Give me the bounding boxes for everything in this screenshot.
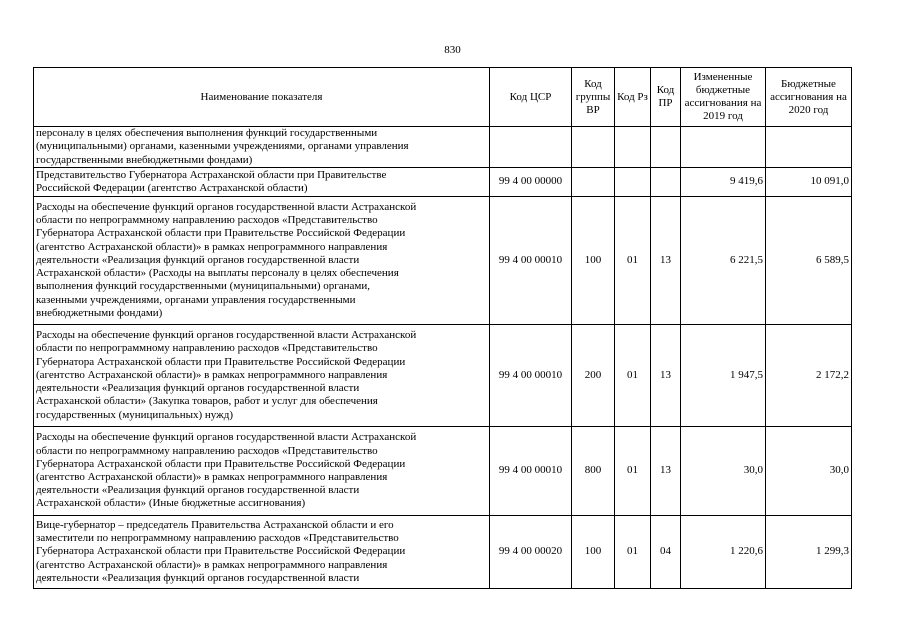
cell-pr [651, 168, 681, 197]
cell-pr: 13 [651, 325, 681, 427]
cell-name: Расходы на обеспечение функций органов государственной власти Астраханской области по непрограммному направлению расходов «Представительство Губернатора Астраханской области при Правительстве Российской Федерации (агентство Астраханской области)» в рамках непрограммного направления деятельности «Реализация функций органов государственной власти Астраханской области» (Закупка товаров, работ и услуг для обеспечения государственных (муниципальных) нужд) [34, 325, 490, 427]
cell-2020: 2 172,2 [766, 325, 852, 427]
cell-2019: 1 947,5 [681, 325, 766, 427]
cell-vr [572, 168, 615, 197]
cell-2019: 6 221,5 [681, 197, 766, 325]
header-2019: Измененные бюджетные ассигнования на 2019 год [681, 68, 766, 127]
cell-pr [651, 127, 681, 168]
header-csr: Код ЦСР [490, 68, 572, 127]
header-2020: Бюджетные ассигнования на 2020 год [766, 68, 852, 127]
cell-2019: 30,0 [681, 427, 766, 516]
cell-2019: 1 220,6 [681, 516, 766, 589]
table-row [34, 427, 852, 516]
cell-2019: 9 419,6 [681, 168, 766, 197]
table-header-row [34, 68, 852, 127]
cell-pr: 13 [651, 197, 681, 325]
cell-name: Расходы на обеспечение функций органов государственной власти Астраханской области по непрограммному направлению расходов «Представительство Губернатора Астраханской области при Правительстве Российской Федерации (агентство Астраханской области)» в рамках непрограммного направления деятельности «Реализация функций органов государственной власти Астраханской области» (Иные бюджетные ассигнования) [34, 427, 490, 516]
cell-pr: 04 [651, 516, 681, 589]
cell-name: персоналу в целях обеспечения выполнения функций государственными (муниципальными) органами, казенными учреждениями, органами управления государственными внебюджетными фондами) [34, 127, 490, 168]
cell-vr [572, 127, 615, 168]
table-row [34, 325, 852, 427]
cell-rz: 01 [615, 516, 651, 589]
cell-vr: 100 [572, 516, 615, 589]
cell-rz [615, 127, 651, 168]
cell-rz: 01 [615, 427, 651, 516]
budget-table [33, 67, 852, 589]
cell-name: Вице-губернатор – председатель Правительства Астраханской области и его заместители по непрограммному направлению расходов «Представительство Губернатора Астраханской области при Правительстве Российской Федерации (агентство Астраханской области)» в рамках непрограммного направления деятельности «Реализация функций органов государственной власти [34, 516, 490, 589]
cell-csr [490, 127, 572, 168]
cell-rz [615, 168, 651, 197]
cell-pr: 13 [651, 427, 681, 516]
cell-2020: 6 589,5 [766, 197, 852, 325]
table-row [34, 168, 852, 197]
cell-2020: 30,0 [766, 427, 852, 516]
table-row [34, 127, 852, 168]
header-name: Наименование показателя [34, 68, 490, 127]
cell-2020 [766, 127, 852, 168]
cell-name: Расходы на обеспечение функций органов государственной власти Астраханской области по непрограммному направлению расходов «Представительство Губернатора Астраханской области при Правительстве Российской Федерации (агентство Астраханской области)» в рамках непрограммного направления деятельности «Реализация функций органов государственной власти Астраханской области» (Расходы на выплаты персоналу в целях обеспечения выполнения функций государственными (муниципальными) органами, казенными учреждениями, органами управления государственными внебюджетными фондами) [34, 197, 490, 325]
header-pr: Код ПР [651, 68, 681, 127]
table-row [34, 197, 852, 325]
cell-2020: 1 299,3 [766, 516, 852, 589]
cell-vr: 100 [572, 197, 615, 325]
cell-csr: 99 4 00 00010 [490, 325, 572, 427]
header-vr: Код группы ВР [572, 68, 615, 127]
cell-rz: 01 [615, 325, 651, 427]
cell-2019 [681, 127, 766, 168]
cell-csr: 99 4 00 00010 [490, 427, 572, 516]
table-row [34, 516, 852, 589]
header-rz: Код Рз [615, 68, 651, 127]
cell-vr: 800 [572, 427, 615, 516]
cell-2020: 10 091,0 [766, 168, 852, 197]
cell-csr: 99 4 00 00020 [490, 516, 572, 589]
page-number: 830 [444, 44, 461, 56]
cell-csr: 99 4 00 00000 [490, 168, 572, 197]
cell-vr: 200 [572, 325, 615, 427]
cell-csr: 99 4 00 00010 [490, 197, 572, 325]
cell-name: Представительство Губернатора Астраханской области при Правительстве Российской Федерации (агентство Астраханской области) [34, 168, 490, 197]
cell-rz: 01 [615, 197, 651, 325]
